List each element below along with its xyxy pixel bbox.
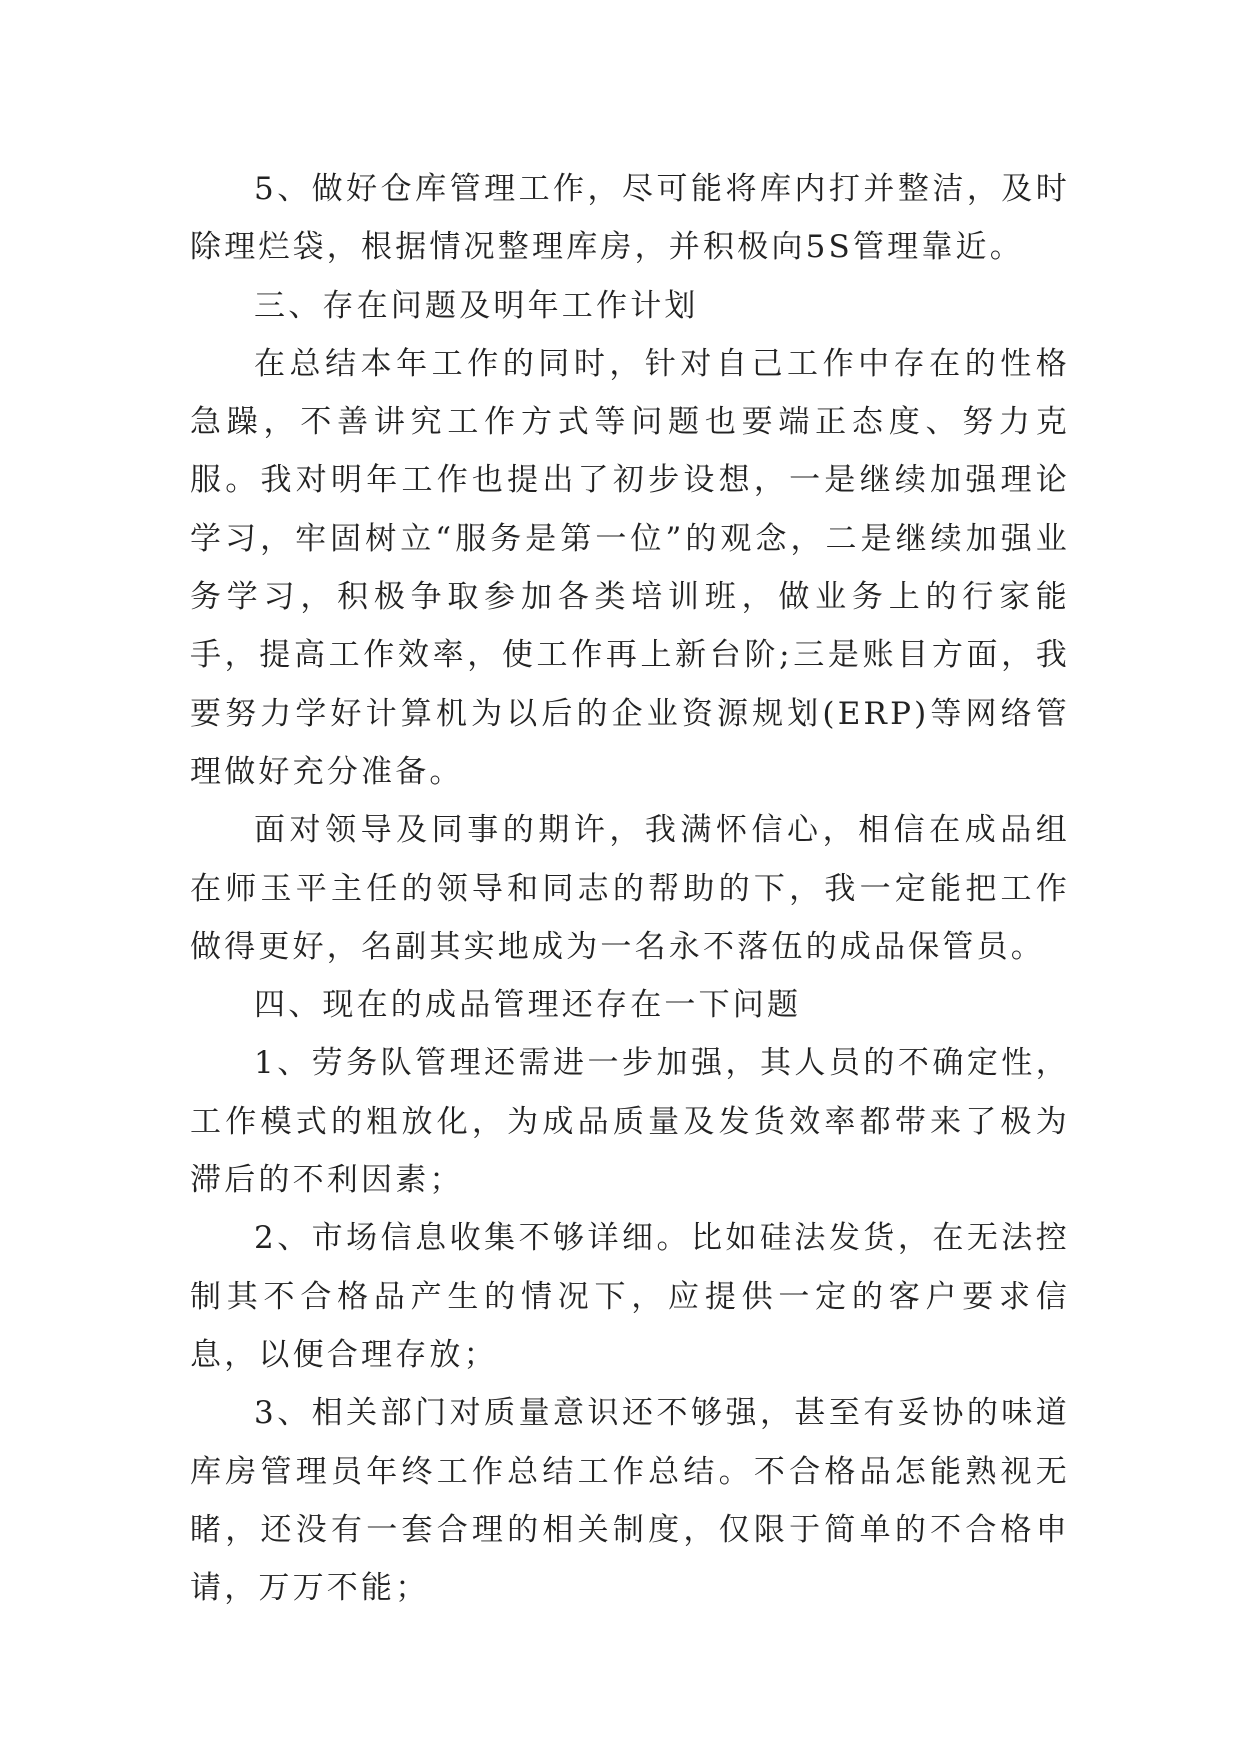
paragraph-item-5-warehouse: 5、做好仓库管理工作，尽可能将库内打并整洁，及时除理烂袋，根据情况整理库房，并积极向5S管理靠近。 <box>190 171 1070 266</box>
paragraph-issue-1: 1、劳务队管理还需进一步加强，其人员的不确定性，工作模式的粗放化，为成品质量及发货效率都带来了极为滞后的不利因素； <box>190 1045 1070 1199</box>
paragraph-annual-summary: 在总结本年工作的同时，针对自己工作中存在的性格急躁，不善讲究工作方式等问题也要端正态度、努力克服。我对明年工作也提出了初步设想，一是继续加强理论学习，牢固树立“服务是第一位”的观念，二是继续加强业务学习，积极争取参加各类培训班，做业务上的行家能手，提高工作效率，使工作再上新台阶;三是账目方面，我要努力学好计算机为以后的企业资源规划(ERP)等网络管理做好充分准备。 <box>190 345 1070 790</box>
section-heading-problems-and-plan: 三、存在问题及明年工作计划 <box>254 287 699 324</box>
paragraph-issue-2: 2、市场信息收集不够详细。比如硅法发货，在无法控制其不合格品产生的情况下，应提供一定的客户要求信息，以便合理存放； <box>190 1220 1070 1373</box>
document-body <box>190 160 1070 1617</box>
paragraph-confidence: 面对领导及同事的期许，我满怀信心，相信在成品组在师玉平主任的领导和同志的帮助的下，我一定能把工作做得更好，名副其实地成为一名永不落伍的成品保管员。 <box>190 812 1070 965</box>
paragraph-issue-3: 3、相关部门对质量意识还不够强，甚至有妥协的味道库房管理员年终工作总结工作总结。不合格品怎能熟视无睹，还没有一套合理的相关制度，仅限于简单的不合格申请，万万不能； <box>190 1395 1070 1607</box>
section-heading-current-issues: 四、现在的成品管理还存在一下问题 <box>254 987 802 1024</box>
